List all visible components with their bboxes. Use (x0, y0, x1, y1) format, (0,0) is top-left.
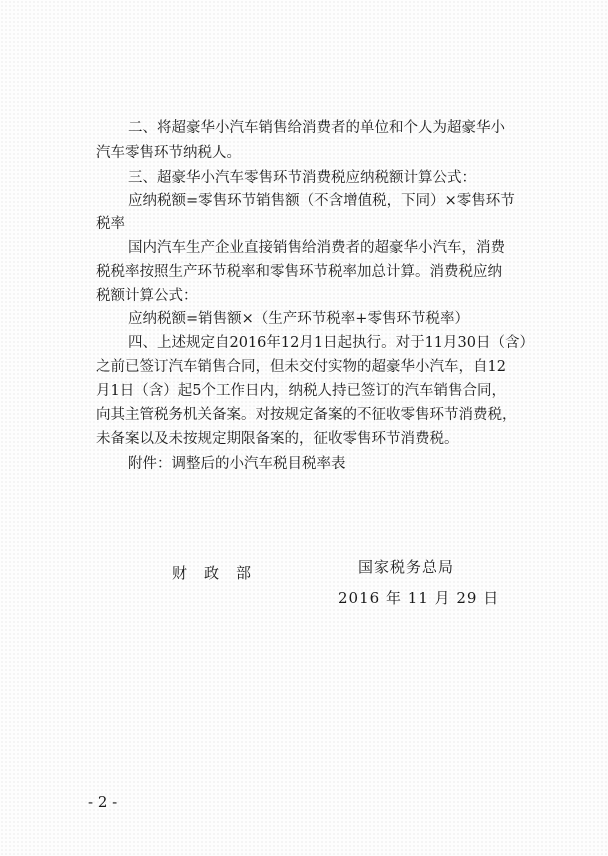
paragraph-5-line-1: 四、上述规定自2016年12月1日起执行。对于11月30日（含） (128, 335, 534, 351)
paragraph-4-line-1: 国内汽车生产企业直接销售给消费者的超豪华小汽车，消费 (128, 240, 505, 256)
paragraph-4-line-3: 税额计算公式： (96, 288, 198, 304)
paragraph-5-line-3: 月1日（含）起5个工作日内，纳税人持已签订的汽车销售合同， (96, 383, 506, 399)
attachment-note: 附件：调整后的小汽车税目税率表 (128, 456, 346, 472)
paragraph-4-line-2: 税税率按照生产环节税率和零售环节税率加总计算。消费税应纳 (96, 264, 502, 280)
formula-1-line-1: 应纳税额=零售环节销售额（不含增值税，下同）×零售环节 (128, 193, 515, 209)
paragraph-5-line-5: 未备案以及未按规定期限备案的，征收零售环节消费税。 (96, 431, 459, 447)
formula-1-line-2: 税率 (96, 216, 125, 232)
issue-date: 2016 年 11 月 29 日 (338, 589, 500, 607)
paragraph-5-line-2: 之前已签订汽车销售合同，但未交付实物的超豪华小汽车，自12 (96, 359, 506, 375)
formula-2: 应纳税额=销售额×（生产环节税率+零售环节税率） (128, 311, 469, 327)
paragraph-3: 三、超豪华小汽车零售环节消费税应纳税额计算公式： (128, 170, 476, 186)
page-number: - 2 - (88, 793, 118, 811)
paragraph-2-line-2: 汽车零售环节纳税人。 (96, 145, 241, 161)
issuer-ministry-of-finance: 财 政 部 (172, 564, 253, 582)
paragraph-2-line-1: 二、将超豪华小汽车销售给消费者的单位和个人为超豪华小 (128, 120, 505, 136)
paragraph-5-line-4: 向其主管税务机关备案。对按规定备案的不征收零售环节消费税， (96, 407, 517, 423)
issuer-state-taxation-administration: 国家税务总局 (358, 558, 455, 576)
